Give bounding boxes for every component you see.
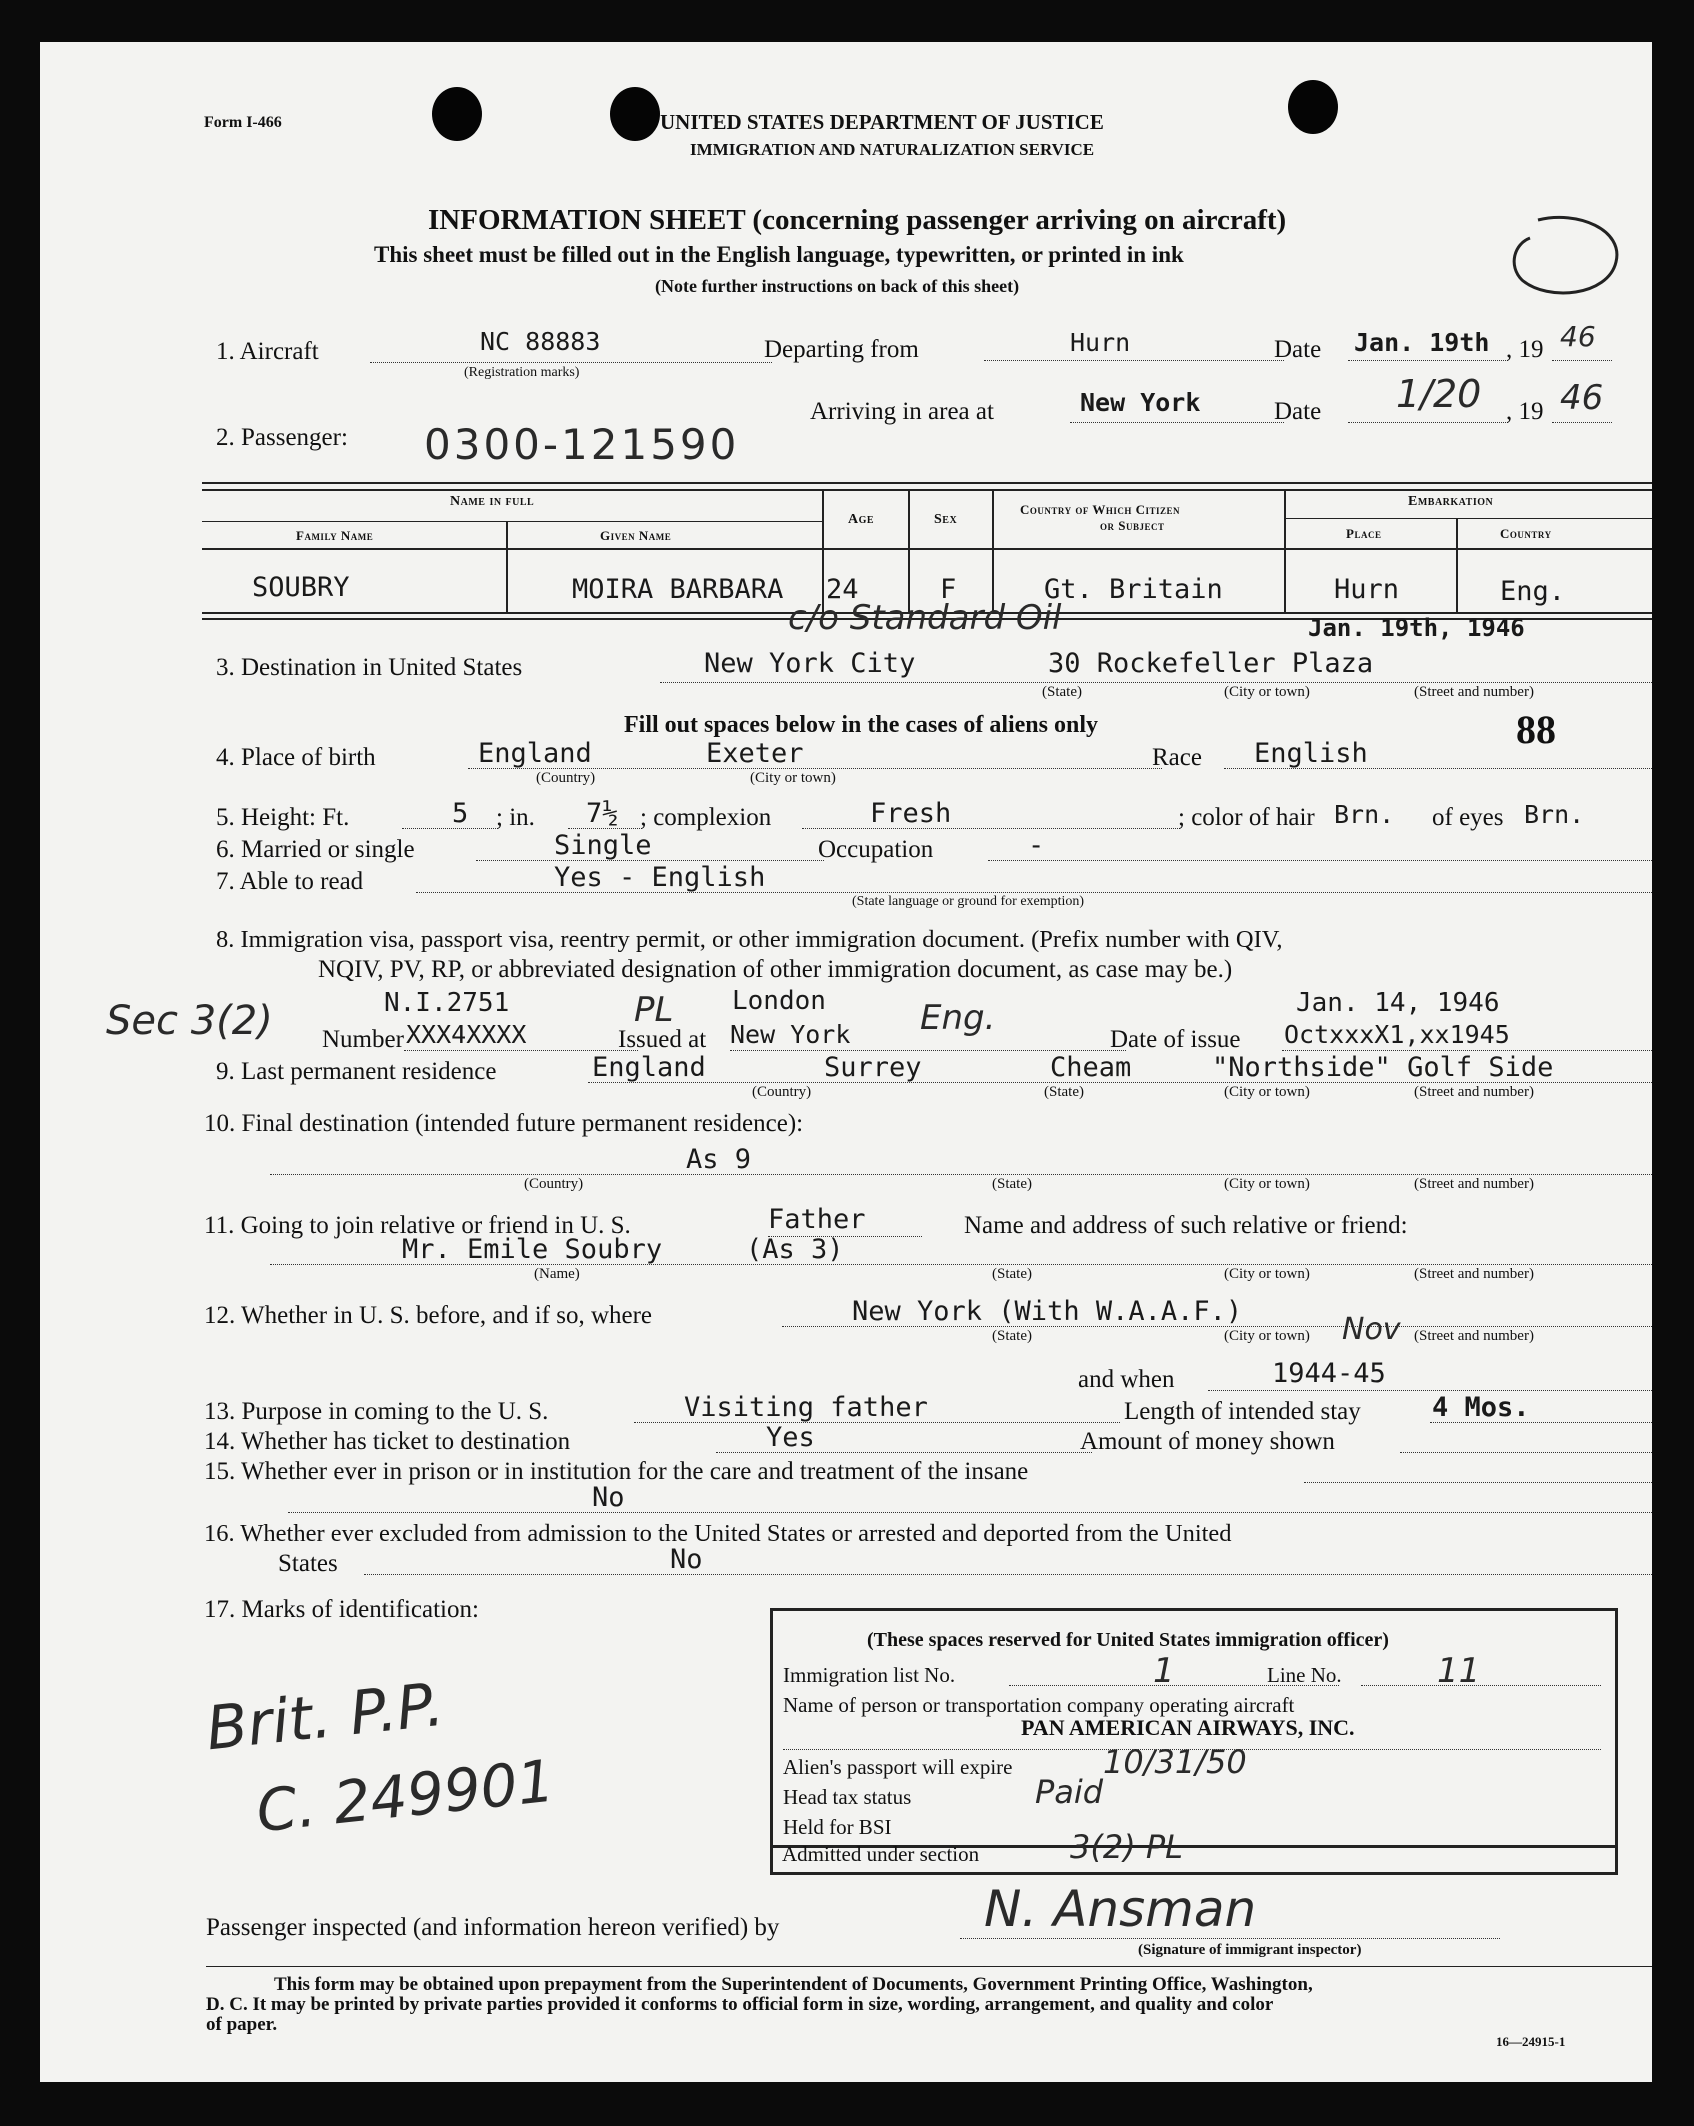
footer-line-1: This form may be obtained upon prepayment from the Superintendent of Documents, Government Printing Office, Washington, (274, 1974, 1313, 1995)
sex-value: F (940, 574, 957, 605)
embark-date-value: Jan. 19th, 1946 (1308, 614, 1525, 642)
instructions-note: (Note further instructions on back of this sheet) (655, 276, 1020, 296)
residence-street: "Northside" Golf Side (1212, 1052, 1554, 1083)
destination-label: 3. Destination in United States (216, 654, 523, 681)
cap-street: (Street and number) (1414, 684, 1534, 700)
age-header: Age (848, 512, 875, 527)
list-no-value: 1 (1153, 1651, 1175, 1691)
height-ft: 5 (452, 798, 469, 829)
final-destination-value: As 9 (686, 1144, 752, 1175)
excluded-value: No (670, 1544, 703, 1575)
birth-label: 4. Place of birth (216, 744, 376, 771)
purpose-label: 13. Purpose in coming to the U. S. (204, 1398, 549, 1425)
signature-caption: (Signature of immigrant inspector) (1138, 1942, 1362, 1958)
line-no-label: Line No. (1267, 1663, 1342, 1687)
officer-box-heading: (These spaces reserved for United States immigration officer) (867, 1629, 1389, 1651)
complexion-value: Fresh (870, 798, 952, 829)
inspection-label: Passenger inspected (and information hereon verified) by (206, 1914, 780, 1941)
admitted-label: Admitted under section (782, 1842, 980, 1866)
inspector-signature: N. Ansman (984, 1880, 1257, 1938)
when-handwritten: Nov (1342, 1312, 1401, 1347)
relative-name: Mr. Emile Soubry (402, 1234, 663, 1265)
eyes-value: Brn. (1524, 800, 1585, 829)
issued-at-label: Issued at (618, 1026, 707, 1053)
departing-value: Hurn (1070, 328, 1131, 357)
family-name-value: SOUBRY (252, 572, 350, 603)
hair-label: ; color of hair (1178, 804, 1315, 831)
relative-name-label: Name and address of such relative or friend: (964, 1212, 1408, 1239)
circle-mark-icon (1508, 210, 1626, 302)
residence-city: Cheam (1050, 1052, 1132, 1083)
read-value: Yes - English (554, 862, 766, 893)
before-us-value: New York (With W.A.A.F.) (852, 1296, 1243, 1327)
passport-expire-value: 10/31/50 (1103, 1743, 1247, 1781)
cap-state: (State) (992, 1328, 1032, 1344)
eyes-label: of eyes (1432, 804, 1504, 831)
marks-handwritten-2: C. 249901 (253, 1746, 558, 1846)
head-tax-label: Head tax status (783, 1785, 912, 1809)
cap-street: (Street and number) (1414, 1176, 1534, 1192)
issued-struck: New York (730, 1020, 851, 1049)
married-label: 6. Married or single (216, 836, 415, 863)
punch-hole (1288, 80, 1338, 134)
before-us-label: 12. Whether in U. S. before, and if so, where (204, 1302, 653, 1329)
issued-place: London (732, 986, 826, 1016)
aircraft-label: 1. Aircraft (216, 338, 319, 365)
document-number-handwritten: PL (634, 990, 674, 1030)
q8-line-2: NQIV, PV, RP, or abbreviated designation of other immigration document, as case may be.) (318, 956, 1233, 983)
race-label: Race (1152, 744, 1202, 771)
cap-country: (Country) (752, 1084, 812, 1100)
occupation-label: Occupation (818, 836, 934, 863)
cap-street: (Street and number) (1414, 1084, 1534, 1100)
destination-city: New York City (704, 648, 916, 679)
departing-label: Departing from (764, 336, 919, 363)
embark-place-value: Hurn (1334, 574, 1400, 605)
birth-country: England (478, 738, 592, 769)
departure-date-value: Jan. 19th (1354, 328, 1490, 357)
passenger-number: 0300-121590 (424, 420, 740, 469)
cap-city: (City or town) (1224, 1266, 1310, 1282)
form-page (40, 42, 1652, 2082)
cap-country: (Country) (524, 1176, 584, 1192)
name-in-full-header: Name in full (450, 494, 535, 509)
cap-city: (City or town) (1224, 1084, 1310, 1100)
complexion-label: ; complexion (640, 804, 772, 831)
cap-state: (State) (1044, 1084, 1084, 1100)
join-relative-label: 11. Going to join relative or friend in U. S. (204, 1212, 631, 1239)
residence-label: 9. Last permanent residence (216, 1058, 497, 1085)
arriving-label: Arriving in area at (810, 398, 994, 425)
document-number: N.I.2751 (384, 988, 510, 1018)
height-in: 7½ (586, 798, 619, 829)
relative-address: (As 3) (746, 1234, 844, 1265)
when-label: and when (1078, 1366, 1175, 1393)
punch-hole (610, 87, 660, 141)
number-label: Number (322, 1026, 404, 1053)
marks-handwritten-1: Brit. P.P. (202, 1669, 448, 1765)
arrival-date-value: 1/20 (1396, 372, 1482, 416)
arrival-year-prefix: , 19 (1506, 398, 1544, 425)
citizen-header-2: or Subject (1100, 518, 1165, 533)
margin-note: Sec 3(2) (106, 998, 273, 1044)
q8-line-1: 8. Immigration visa, passport visa, reentry permit, or other immigration document. (Prefix number with QIV, (216, 926, 1283, 953)
stay-value: 4 Mos. (1432, 1392, 1530, 1423)
occupation-value: - (1028, 830, 1045, 861)
arrival-year: 46 (1560, 378, 1604, 418)
excluded-label-1: 16. Whether ever excluded from admission to the United States or arrested and deported from the United (204, 1520, 1232, 1547)
cap-state: (State) (1042, 684, 1082, 700)
departure-date-label: Date (1274, 336, 1322, 363)
destination-street: 30 Rockefeller Plaza (1048, 648, 1374, 679)
arrival-date-label: Date (1274, 398, 1322, 425)
ticket-label: 14. Whether has ticket to destination (204, 1428, 571, 1455)
cap-city: (City or town) (1224, 1328, 1310, 1344)
residence-country: England (592, 1052, 706, 1083)
read-caption: (State language or ground for exemption) (852, 894, 1085, 909)
service-name: IMMIGRATION AND NATURALIZATION SERVICE (690, 140, 1095, 159)
embark-country-value: Eng. (1500, 576, 1566, 607)
form-number: Form I-466 (204, 114, 282, 131)
footer-line-2: D. C. It may be printed by private parties provided it conforms to official form in size, wording, arrangement, and quality and color (206, 1994, 1274, 2015)
cap-city: (City or town) (750, 770, 836, 786)
purpose-value: Visiting father (684, 1392, 928, 1423)
hair-value: Brn. (1334, 800, 1395, 829)
place-header: Place (1346, 526, 1382, 541)
cap-state: (State) (992, 1176, 1032, 1192)
form-code: 16—24915-1 (1496, 2034, 1566, 2049)
cap-street: (Street and number) (1414, 1328, 1534, 1344)
height-label: 5. Height: Ft. (216, 804, 350, 831)
given-name-header: Given Name (600, 528, 672, 543)
citizen-value: Gt. Britain (1044, 574, 1223, 605)
relation-value: Father (768, 1204, 866, 1235)
issued-handwritten: Eng. (920, 998, 996, 1038)
departure-year: 46 (1560, 320, 1596, 353)
aliens-heading: Fill out spaces below in the cases of aliens only (624, 712, 1099, 738)
page-subtitle: This sheet must be filled out in the English language, typewritten, or printed in ink (374, 242, 1184, 267)
country-col-header: Country (1500, 526, 1552, 541)
race-value: English (1254, 738, 1368, 769)
department-name: UNITED STATES DEPARTMENT OF JUSTICE (660, 110, 1104, 134)
money-label: Amount of money shown (1080, 1428, 1335, 1455)
inches-label: ; in. (496, 804, 535, 831)
birth-city: Exeter (706, 738, 804, 769)
departure-year-prefix: , 19 (1506, 336, 1544, 363)
head-tax-value: Paid (1035, 1773, 1104, 1811)
date-of-issue-label: Date of issue (1110, 1026, 1241, 1053)
list-no-label: Immigration list No. (783, 1663, 956, 1687)
punch-hole (432, 87, 482, 141)
excluded-label-2: States (278, 1550, 338, 1577)
given-name-value: MOIRA BARBARA (572, 574, 784, 605)
registration-caption: (Registration marks) (464, 365, 580, 380)
passenger-label: 2. Passenger: (216, 424, 348, 451)
number-struck: XXX4XXXX (406, 1020, 527, 1049)
prison-label: 15. Whether ever in prison or in institution for the care and treatment of the insane (204, 1458, 1029, 1485)
stamp-number: 88 (1516, 707, 1556, 752)
sex-header: Sex (934, 512, 958, 527)
embarkation-header: Embarkation (1408, 494, 1494, 509)
read-label: 7. Able to read (216, 868, 364, 895)
destination-handwritten: c/o Standard Oil (788, 598, 1062, 638)
line-no-value: 11 (1437, 1651, 1481, 1691)
footer-line-3: of paper. (206, 2014, 278, 2035)
cap-city: (City or town) (1224, 1176, 1310, 1192)
final-destination-label: 10. Final destination (intended future permanent residence): (204, 1110, 804, 1137)
bsi-label: Held for BSI (783, 1815, 892, 1839)
married-value: Single (554, 830, 652, 861)
prison-value: No (592, 1482, 625, 1513)
cap-country: (Country) (536, 770, 596, 786)
company-label: Name of person or transportation company operating aircraft (783, 1693, 1295, 1717)
age-value: 24 (826, 574, 859, 605)
residence-state: Surrey (824, 1052, 922, 1083)
aircraft-value: NC 88883 (480, 327, 601, 356)
arriving-value: New York (1080, 388, 1201, 417)
ticket-value: Yes (766, 1422, 815, 1453)
cap-name: (Name) (534, 1266, 580, 1282)
marks-label: 17. Marks of identification: (204, 1596, 479, 1623)
date-struck: OctxxxX1,xx1945 (1284, 1020, 1510, 1049)
family-name-header: Family Name (296, 528, 374, 543)
officer-box (770, 1608, 1618, 1848)
admitted-value: 3(2) PL (1070, 1828, 1183, 1866)
cap-state: (State) (992, 1266, 1032, 1282)
page-title: INFORMATION SHEET (concerning passenger arriving on aircraft) (428, 204, 1287, 236)
cap-city: (City or town) (1224, 684, 1310, 700)
passport-expire-label: Alien's passport will expire (783, 1755, 1013, 1779)
stay-label: Length of intended stay (1124, 1398, 1361, 1425)
date-of-issue-value: Jan. 14, 1946 (1296, 988, 1500, 1018)
when-value: 1944-45 (1272, 1358, 1386, 1389)
cap-street: (Street and number) (1414, 1266, 1534, 1282)
company-value: PAN AMERICAN AIRWAYS, INC. (1021, 1715, 1355, 1740)
citizen-header-1: Country of Which Citizen (1020, 502, 1180, 517)
